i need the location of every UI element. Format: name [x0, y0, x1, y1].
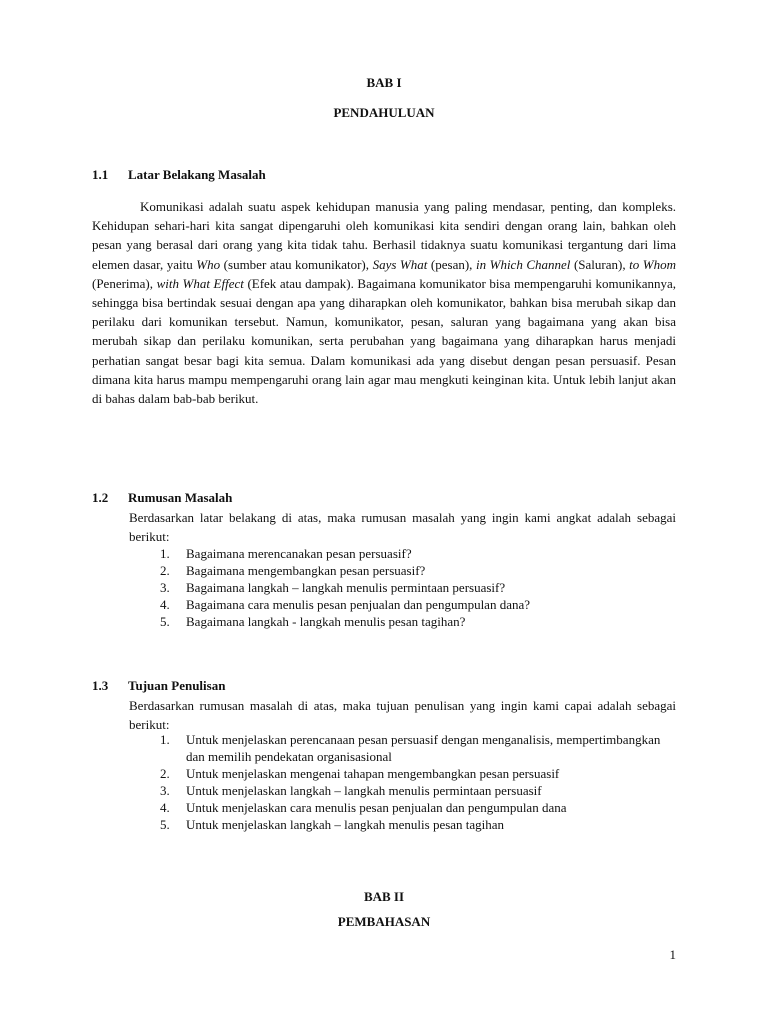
text-run: (Saluran), [570, 256, 630, 272]
section-number: 1.2 [92, 490, 109, 505]
item-number: 3. [160, 783, 170, 798]
item-number: 5. [160, 817, 170, 832]
item-number: 5. [160, 614, 170, 629]
problem-intro: Berdasarkan latar belakang di atas, maka rumusan masalah yang ingin kami angkat adalah sebagai berikut: [129, 510, 676, 544]
item-number: 2. [160, 766, 170, 781]
term-channel: in Which Channel [475, 256, 571, 272]
item-number: 3. [160, 580, 170, 595]
text-run: (sumber atau komunikator), [220, 256, 373, 272]
section-title: Rumusan Masalah [128, 490, 233, 505]
chapter-2-subtitle: PEMBAHASAN [337, 914, 431, 929]
list-item [160, 545, 676, 562]
term-to-whom: to Whom [629, 256, 676, 272]
purpose-list [160, 731, 676, 833]
section-heading-1-1 [92, 167, 266, 183]
list-item [160, 765, 676, 782]
problem-list [160, 545, 676, 630]
item-number: 4. [160, 597, 170, 612]
item-text: Bagaimana langkah - langkah menulis pesan tagihan? [186, 614, 466, 629]
section-heading-1-3 [92, 678, 225, 694]
text-run: Komunikasi adalah suatu aspek kehidupan manusia yang paling mendasar, penting, dan kompleks. Kehidupan sehari-hari kita sangat dipengaruhi oleh komunikasi kita sendiri dengan orang lain, bahkan oleh pesan yang berasal dari orang yang kita tidak tahu. Berhasil tidaknya suatu komunikasi tergantung dari lima elemen dasar, yaitu [92, 199, 676, 272]
chapter-2-title: BAB II [363, 889, 405, 904]
item-text: Untuk menjelaskan perencanaan pesan persuasif dengan menganalisis, mempertimbangkan dan memilih pendekatan organisasional [186, 732, 661, 764]
item-text: Bagaimana mengembangkan pesan persuasif? [186, 563, 426, 578]
list-item [160, 596, 676, 613]
list-item [160, 579, 676, 596]
term-who: Who [196, 256, 221, 272]
chapter-subtitle: PENDAHULUAN [333, 105, 435, 120]
item-text: Untuk menjelaskan cara menulis pesan penjualan dan pengumpulan dana [186, 800, 567, 815]
section-title: Latar Belakang Masalah [128, 167, 266, 182]
item-text: Bagaimana langkah – langkah menulis permintaan persuasif? [186, 580, 506, 595]
list-item [160, 782, 676, 799]
background-paragraph [92, 197, 676, 408]
item-number: 4. [160, 800, 170, 815]
list-item [160, 613, 676, 630]
section-heading-1-2 [92, 490, 232, 506]
purpose-intro: Berdasarkan rumusan masalah di atas, maka tujuan penulisan yang ingin kami capai adalah sebagai berikut: [129, 698, 676, 732]
list-item [160, 816, 676, 833]
section-title: Tujuan Penulisan [128, 678, 226, 693]
item-number: 1. [160, 732, 170, 747]
text-run: (pesan), [427, 256, 476, 272]
item-text: Untuk menjelaskan langkah – langkah menulis permintaan persuasif [186, 783, 542, 798]
text-run: (Penerima), [92, 275, 157, 291]
section-number: 1.3 [92, 678, 109, 693]
item-text: Bagaimana merencanakan pesan persuasif? [186, 546, 412, 561]
term-says-what: Says What [372, 256, 428, 272]
page-number: 1 [669, 947, 676, 962]
item-number: 1. [160, 546, 170, 561]
item-text: Untuk menjelaskan mengenai tahapan mengembangkan pesan persuasif [186, 766, 560, 781]
list-item [160, 731, 676, 765]
item-number: 2. [160, 563, 170, 578]
list-item [160, 562, 676, 579]
section-number: 1.1 [92, 167, 109, 182]
list-item [160, 799, 676, 816]
text-run: (Efek atau dampak). Bagaimana komunikator bisa mempengaruhi komunikannya, sehingga bisa bertindak sesuai dengan apa yang diharapkan oleh komunikator, bahkan bisa merubah sikap dan perilaku dari komunikan tersebut. Namun, komunikator, pesan, saluran yang bagaimana yang akan bisa merubah sikap dan perilaku komunikan, serta perubahan yang bagaimana yang diharapkan harus menjadi perhatian sangat besar bagi kita semua. Dalam komunikasi ada yang disebut dengan pesan persuasif. Pesan dimana kita harus mampu mempengaruhi orang lain agar mau mengkuti keinginan kita. Untuk lebih lanjut akan di bahas dalam bab-bab berikut. [92, 275, 676, 407]
item-text: Untuk menjelaskan langkah – langkah menulis pesan tagihan [186, 817, 505, 832]
chapter-title: BAB I [366, 75, 402, 90]
term-effect: with What Effect [156, 275, 244, 291]
item-text: Bagaimana cara menulis pesan penjualan dan pengumpulan dana? [186, 597, 531, 612]
